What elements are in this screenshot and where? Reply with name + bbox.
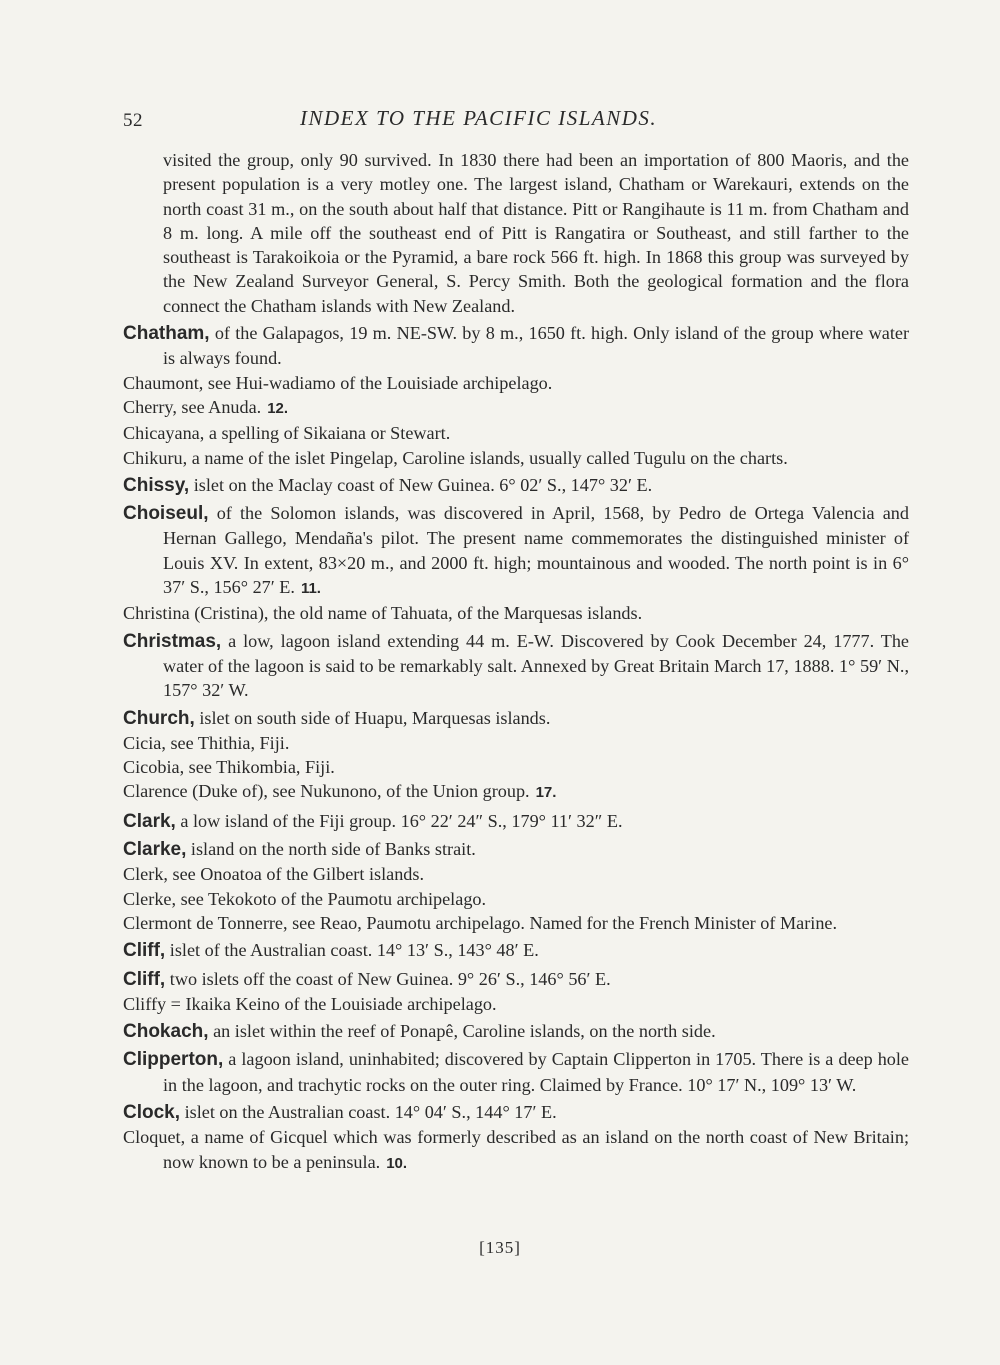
entry-headword: Cliff, (123, 968, 166, 990)
index-entry (123, 421, 909, 445)
index-entry (123, 473, 909, 498)
index-entry (123, 911, 909, 935)
entry-headword: Clock, (123, 1101, 181, 1123)
index-entry (123, 1100, 909, 1125)
index-entry (123, 629, 909, 703)
index-entry (123, 706, 909, 731)
entry-text: Cicia, see Thithia, Fiji. (123, 732, 290, 753)
index-entry (123, 501, 909, 601)
entry-text: Clerke, see Tekokoto of the Paumotu archipelago. (123, 888, 487, 909)
index-entry (123, 1019, 909, 1044)
entry-headword: Clark, (123, 810, 176, 832)
entry-text: Clermont de Tonnerre, see Reao, Paumotu archipelago. Named for the French Minister of Marine. (123, 912, 838, 933)
entry-text: two islets off the coast of New Guinea. 9° 26′ S., 146° 56′ E. (169, 968, 611, 989)
index-entry (123, 731, 909, 755)
entry-text: a low island of the Fiji group. 16° 22′ 24″ S., 179° 11′ 32″ E. (180, 810, 623, 831)
entry-text: Chaumont, see Hui-wadiamo of the Louisiade archipelago. (123, 372, 553, 393)
index-body (123, 148, 909, 1176)
entry-headword: Chissy, (123, 474, 190, 496)
continued-entry-text: visited the group, only 90 survived. In 1830 there had been an importation of 800 Maoris, and the present population is a very motley one. The largest island, Chatham or Warekauri, extends on the north coast 31 m., on the south about half that distance. Pitt or Rangihaute is 11 m. from Chatham and 8 m. long. A mile off the southeast end of Pitt is Rangatira or Southeast, and still farther to the southeast is Tarakoikoia or the Pyramid, a bare rock 566 ft. high. In 1868 this group was surveyed by the New Zealand Surveyor General, S. Percy Smith. Both the geological formation and the flora connect the Chatham islands with New Zealand. (163, 150, 909, 316)
index-entry (123, 938, 909, 963)
entry-text: islet on south side of Huapu, Marquesas islands. (199, 707, 551, 728)
index-entry (123, 992, 909, 1016)
entry-headword: Chokach, (123, 1021, 209, 1043)
entry-text: Chicayana, a spelling of Sikaiana or Stewart. (123, 423, 451, 444)
entry-headword: Cliff, (123, 940, 166, 962)
entry-text: Christina (Cristina), the old name of Tahuata, of the Marquesas islands. (123, 603, 643, 624)
entry-chart-reference: 10. (386, 1154, 408, 1172)
entry-text: Cliffy = Ikaika Keino of the Louisiade archipelago. (123, 993, 497, 1014)
entry-text: a lagoon island, uninhabited; discovered by Captain Clipperton in 1705. There is a deep hole in the lagoon, and trachytic rocks on the outer ring. Claimed by France. 10° 17′ N., 109° 13′ W. (163, 1049, 910, 1095)
index-entry (123, 809, 909, 834)
entry-text: Chikuru, a name of the islet Pingelap, Caroline islands, usually called Tugulu on the charts. (123, 447, 788, 468)
entry-headword: Church, (123, 707, 195, 729)
entry-text: Clerk, see Onoatoa of the Gilbert islands. (123, 864, 425, 885)
page-header (0, 104, 1000, 138)
entry-headword: Chatham, (123, 323, 210, 345)
index-entry (123, 1125, 909, 1176)
index-entry (123, 1047, 909, 1097)
entry-headword: Clipperton, (123, 1049, 224, 1071)
entry-text: of the Solomon islands, was discovered in April, 1568, by Pedro de Ortega Valencia and Hernan Gallego, Mendaña's pilot. The present name commemorates the distinguished minister of Louis XV. In extent, 83×20 m., and 2000 ft. high; mountainous and wooded. The north point is in 6° 37′ S., 156° 27′ E. (163, 503, 909, 598)
entry-text: islet of the Australian coast. 14° 13′ S., 143° 48′ E. (169, 940, 539, 961)
entry-text: Clarence (Duke of), see Nukunono, of the Union group. (123, 781, 530, 802)
index-entry (123, 755, 909, 779)
running-title: INDEX TO THE PACIFIC ISLANDS. (300, 106, 658, 130)
entry-chart-reference: 12. (267, 399, 289, 417)
entry-chart-reference: 17. (535, 784, 557, 802)
index-entry (123, 779, 909, 805)
entry-headword: Choiseul, (123, 503, 209, 525)
entry-text: Cherry, see Anuda. (123, 396, 262, 417)
entry-text: Cicobia, see Thikombia, Fiji. (123, 757, 335, 778)
entry-text: islet on the Australian coast. 14° 04′ S., 144° 17′ E. (184, 1101, 557, 1122)
entry-headword: Clarke, (123, 839, 187, 861)
index-entry (123, 887, 909, 911)
index-entry (123, 446, 909, 470)
entry-text: of the Galapagos, 19 m. NE-SW. by 8 m., 1650 ft. high. Only island of the group where water is always found. (163, 323, 909, 369)
entry-text: an islet within the reef of Ponapê, Caroline islands, on the north side. (213, 1021, 716, 1042)
entry-chart-reference: 11. (300, 580, 321, 598)
index-entries (123, 321, 909, 1176)
index-entry (123, 395, 909, 421)
entry-headword: Christmas, (123, 630, 222, 652)
page-number: 52 (123, 110, 143, 131)
index-entry (123, 371, 909, 395)
index-entry (123, 837, 909, 862)
signature-mark: [135] (479, 1238, 521, 1257)
entry-text: Cloquet, a name of Gicquel which was formerly described as an island on the north coast of New Britain; now known to be a peninsula. (123, 1127, 909, 1172)
entry-text: islet on the Maclay coast of New Guinea. 6° 02′ S., 147° 32′ E. (193, 474, 653, 495)
entry-text: island on the north side of Banks strait. (190, 839, 476, 860)
entry-text: a low, lagoon island extending 44 m. E-W. Discovered by Cook December 24, 1777. The water of the lagoon is said to be remarkably salt. Annexed by Great Britain March 17, 1888. 1° 59′ N., 157° 32′ W. (163, 630, 910, 701)
index-entry (123, 321, 909, 371)
index-entry (123, 601, 909, 625)
index-entry (123, 967, 909, 992)
index-entry (123, 862, 909, 886)
